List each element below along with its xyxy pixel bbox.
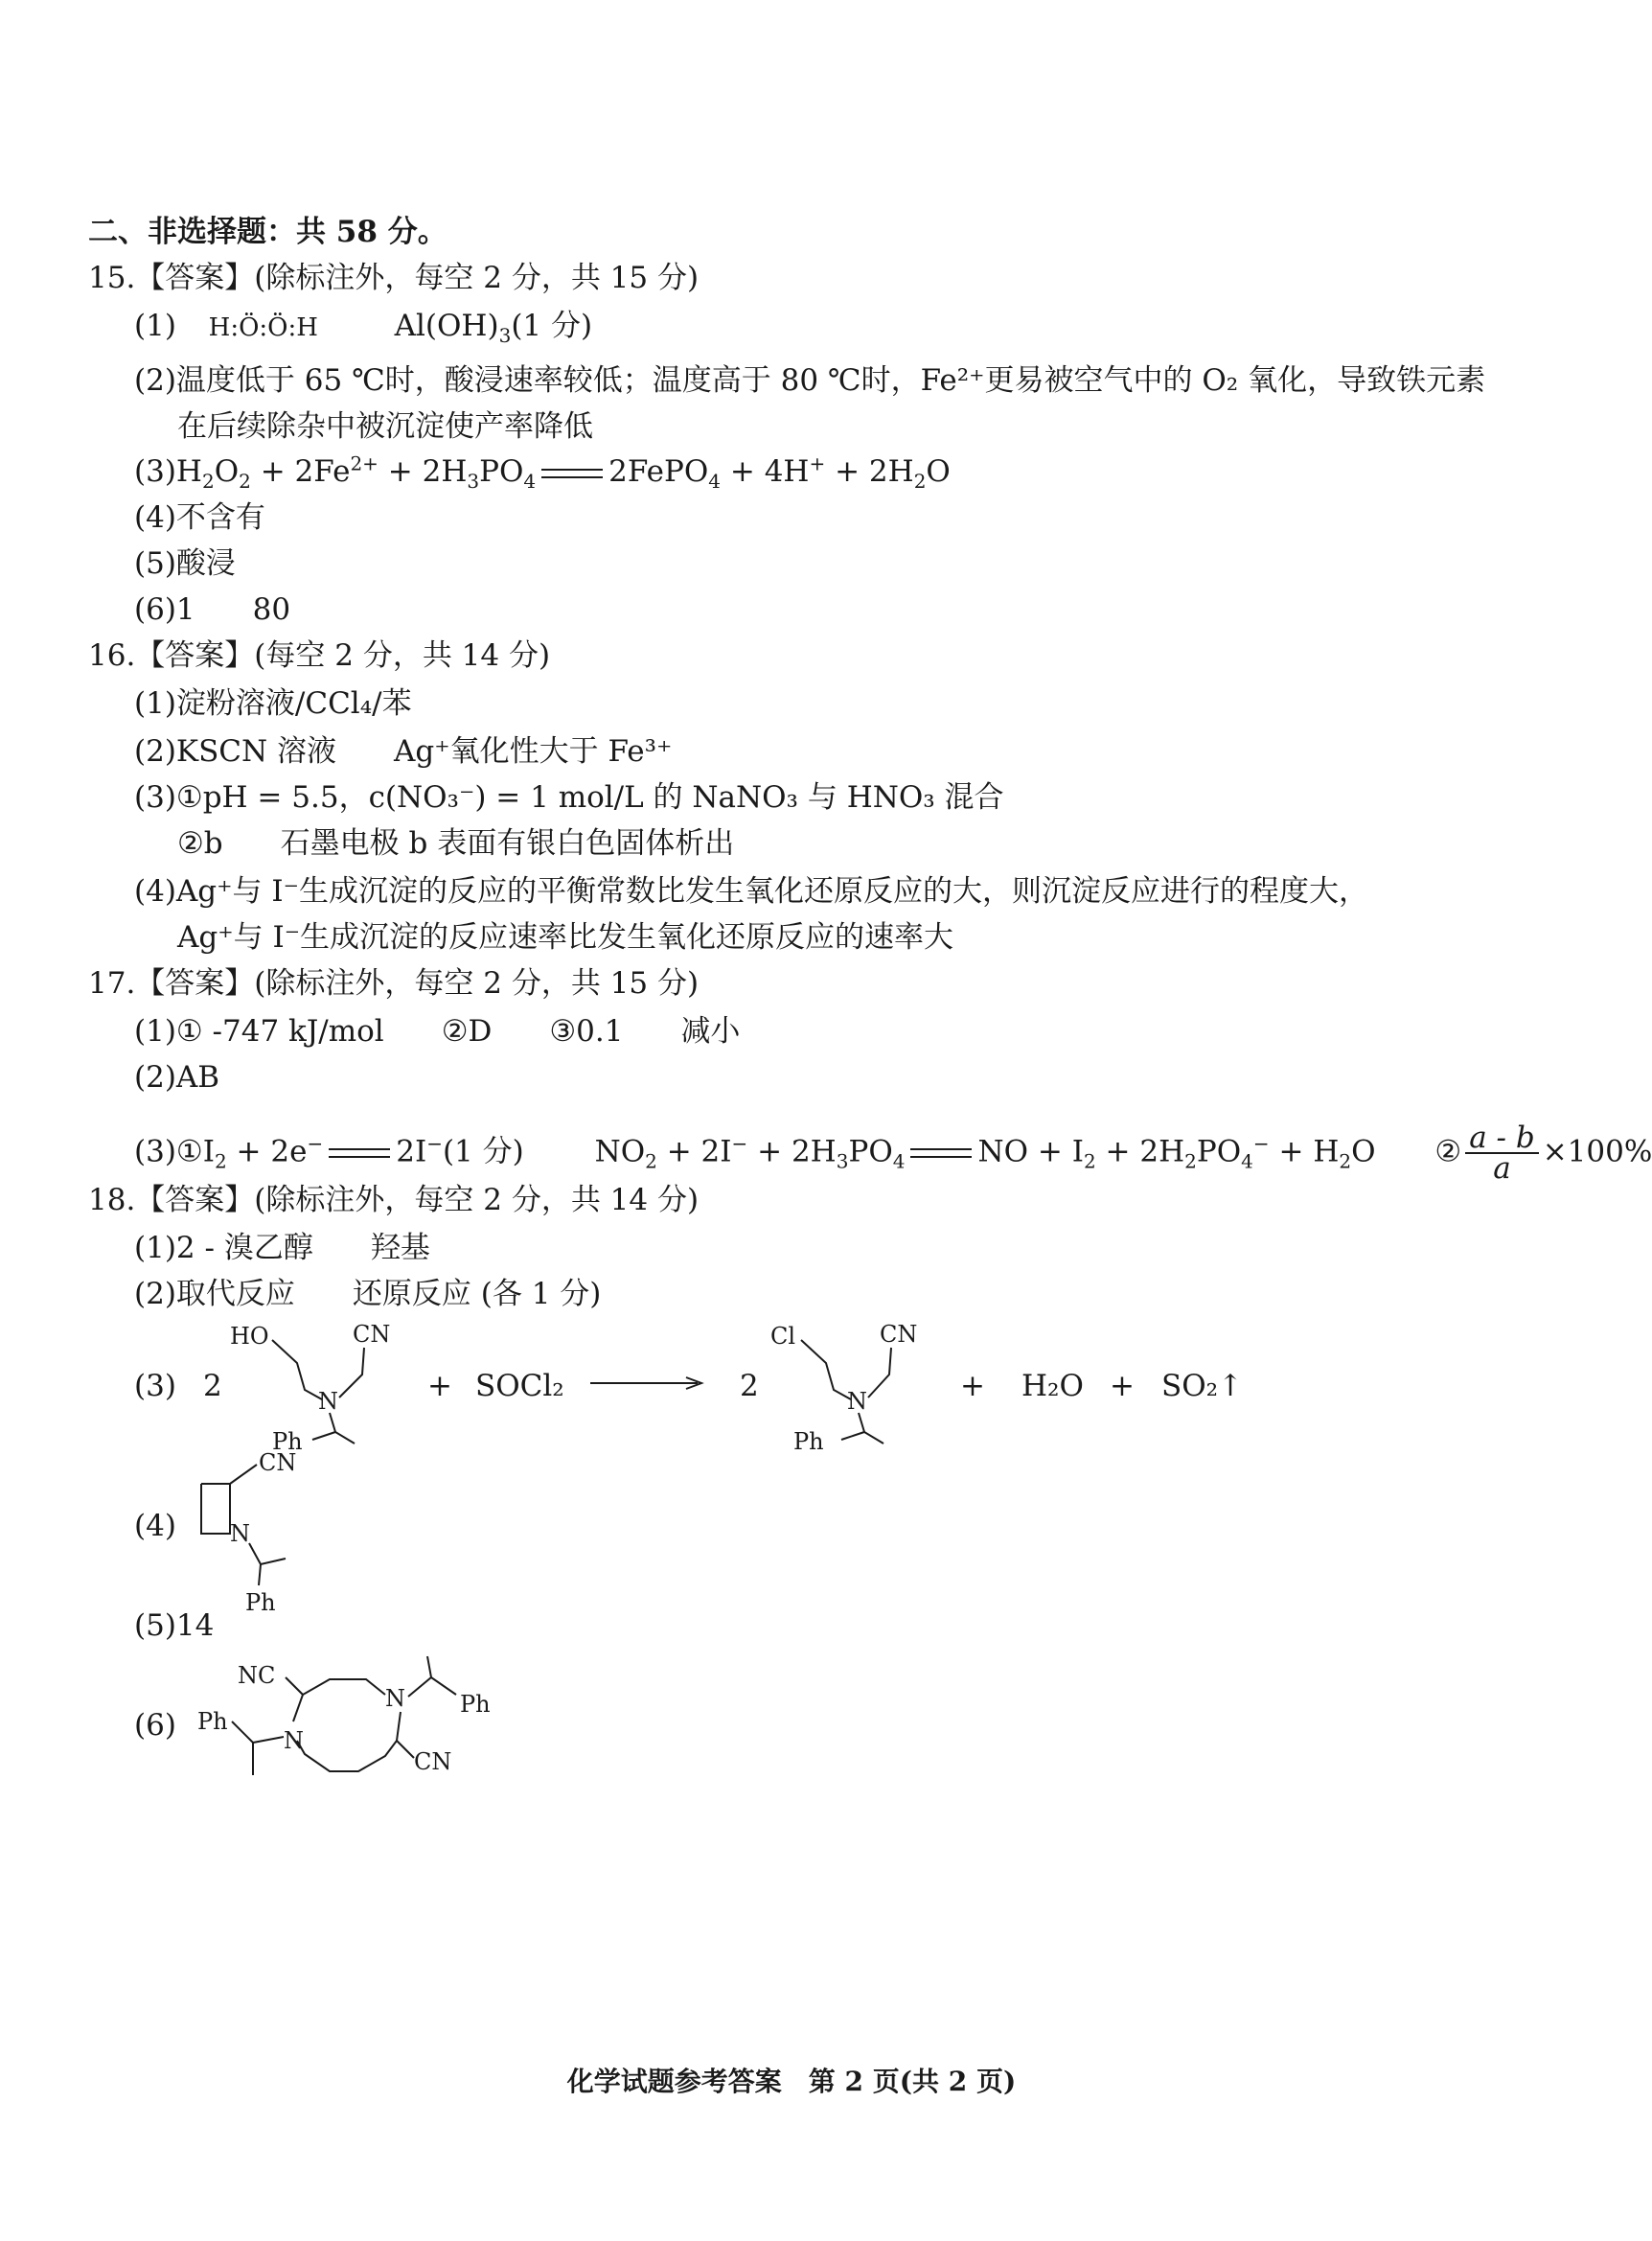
mol-label: Ph: [245, 1589, 276, 1616]
q15-answer-1: (1) H:Ö:Ö:H $Al(OH)_3(1$ 分): [134, 309, 593, 348]
plus-sign: +: [427, 1369, 452, 1403]
diazocane-molecule: [197, 1649, 523, 1831]
mol-label: N: [230, 1520, 250, 1547]
bond: [272, 1340, 322, 1399]
q17-header: 17.【答案】(除标注外，每空 2 分，共 15 分): [88, 966, 700, 1001]
mol-label: N: [847, 1388, 867, 1415]
q16-answer-3-line2: ②b 石墨电极 b 表面有银白色固体析出: [177, 826, 735, 861]
bond: [330, 1413, 355, 1444]
mol-label: CN: [353, 1321, 391, 1348]
plus-sign: +: [1110, 1369, 1135, 1403]
bond: [259, 1564, 261, 1585]
product-gas: SO₂↑: [1161, 1369, 1244, 1403]
product-water: H₂O: [1021, 1369, 1084, 1403]
equals-sign: [910, 1148, 972, 1158]
mol-label: CN: [414, 1748, 452, 1775]
q15-answer-2-line2: 在后续除杂中被沉淀使产率降低: [177, 409, 593, 444]
mol-label: Ph: [197, 1708, 228, 1735]
mol-label: N: [385, 1685, 405, 1712]
q15-header: 15.【答案】(除标注外，每空 2 分，共 15 分): [88, 261, 700, 295]
bond: [230, 1465, 257, 1484]
page-footer: 化学试题参考答案 第 2 页(共 2 页): [566, 2066, 1017, 2097]
q15-answer-6: (6)1 80: [134, 592, 291, 627]
mol-label: Ph: [272, 1428, 303, 1455]
coefficient: 2: [203, 1369, 222, 1403]
mol-label: CN: [880, 1321, 918, 1348]
q15-answer-3: $(3)H_2O_2 + 2Fe^{2+} + 2H_3PO_4$ 2FePO$_4$ + $4H^+ + 2H_2O$: [134, 451, 951, 494]
q17-answer-2: (2)AB: [134, 1060, 220, 1095]
bond: [286, 1677, 303, 1695]
bond: [841, 1432, 864, 1440]
equals-sign: [541, 469, 603, 478]
mol-label: HO: [230, 1323, 269, 1350]
reagent: SOCl₂: [475, 1369, 564, 1403]
reactant-molecule: [230, 1313, 402, 1457]
ring-bond: [201, 1484, 230, 1534]
q16-answer-2: (2)KSCN 溶液 Ag⁺氧化性大于 Fe³⁺: [134, 734, 673, 769]
q17-answer-1: (1)① -747 kJ/mol ②D ③0.1 减小: [134, 1014, 741, 1049]
plus-sign: +: [960, 1369, 985, 1403]
bond: [232, 1721, 284, 1743]
mol-label: CN: [259, 1449, 297, 1476]
coefficient: 2: [740, 1369, 759, 1403]
q16-answer-4-line1: (4)Ag⁺与 I⁻生成沉淀的反应的平衡常数比发生氧化还原反应的大，则沉淀反应进行的程度大，: [134, 874, 1368, 909]
fraction: $\frac{a - b}{a}$: [1465, 1123, 1539, 1183]
q15-answer-5: (5)酸浸: [134, 546, 236, 581]
mol-label: NC: [238, 1662, 276, 1689]
mol-label: N: [318, 1388, 338, 1415]
q16-answer-3-line1: (3)①pH = 5.5，c(NO₃⁻) = 1 mol/L 的 NaNO₃ 与 HNO₃ 混合: [134, 780, 1004, 815]
reaction-arrow: [586, 1373, 709, 1392]
q18-header: 18.【答案】(除标注外，每空 2 分，共 14 分): [88, 1183, 700, 1217]
bond: [312, 1432, 335, 1440]
q17-answer-3: $(3)①I_2 + 2e^-$ 2I−(1 分) $NO_2 + 2I^- + 2H_3PO_4$ NO + $I_2 + 2H_2PO_4^- + H_2O$ ② $\frac{a - b}{a}$ ×100%: [134, 1120, 1652, 1186]
q18-answer-2: (2)取代反应 还原反应 (各 1 分): [134, 1277, 602, 1311]
bond: [339, 1348, 364, 1398]
bond: [427, 1656, 431, 1677]
electron-formula: H:Ö:Ö:H: [208, 313, 318, 342]
q18-answer-5: (5)14: [134, 1608, 215, 1643]
bond: [249, 1543, 286, 1564]
product-molecule: [767, 1313, 939, 1457]
equals-sign: [329, 1148, 390, 1158]
mol-label: Ph: [793, 1428, 824, 1455]
bond: [859, 1413, 883, 1444]
q16-header: 16.【答案】(每空 2 分，共 14 分): [88, 638, 551, 673]
bond: [801, 1340, 851, 1399]
mol-label: Cl: [770, 1323, 796, 1350]
azetidine-molecule: [192, 1442, 345, 1614]
q16-answer-1: (1)淀粉溶液/CCl₄/苯: [134, 686, 412, 721]
mol-label: Ph: [460, 1691, 491, 1718]
q15-answer-4: (4)不含有: [134, 500, 265, 535]
bond: [408, 1677, 456, 1697]
ring-bond: [293, 1679, 385, 1721]
ring-bond: [297, 1712, 401, 1771]
q18-answer-1: (1)2 - 溴乙醇 羟基: [134, 1231, 430, 1265]
section-title: 二、非选择题：共 58 分。: [88, 215, 447, 249]
q18-answer-4-label: (4): [134, 1509, 176, 1543]
bond: [868, 1348, 891, 1398]
bond: [397, 1741, 414, 1758]
q18-answer-6-label: (6): [134, 1708, 176, 1743]
q15-answer-2-line1: (2)温度低于 65 ℃时，酸浸速率较低；温度高于 80 ℃时，Fe²⁺更易被空气中的 O₂ 氧化，导致铁元素: [134, 363, 1486, 398]
mol-label: N: [284, 1727, 304, 1754]
q18-answer-3-label: (3): [134, 1369, 176, 1403]
q16-answer-4-line2: Ag⁺与 I⁻生成沉淀的反应速率比发生氧化还原反应的速率大: [177, 920, 954, 955]
